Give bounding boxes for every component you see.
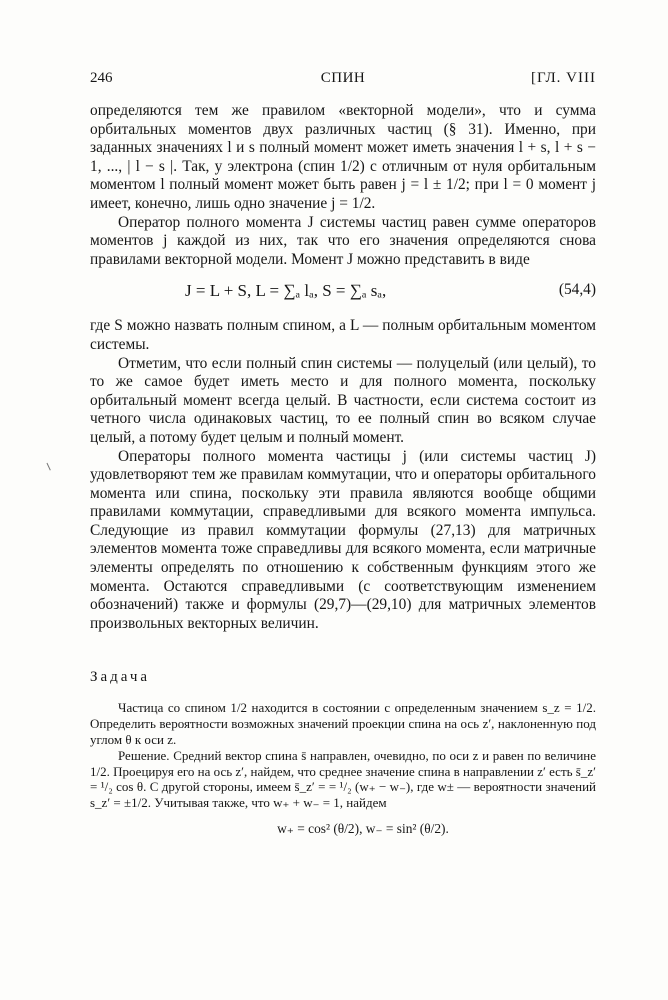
equation-formula: J = L + S, L = ∑ₐ lₐ, S = ∑ₐ sₐ, [185,281,387,301]
margin-mark [46,462,53,471]
paragraph-4: Отметим, что если полный спин системы — полуцелый (или целый), то то же самое будет иметь место и для полного момента, поскольку орбитальный момент всегда целый. В частности, если система состоит из четного числа одинаковых частиц, то ее полный спин во всяком случае целый, а потому будет целым и полный момент. [90,354,596,446]
paragraph-2: Оператор полного момента J системы частиц равен сумме операторов моментов j каждой из них, так что его значения определяются снова правилами векторной модели. Момент J можно представить в виде [90,213,596,268]
equation-number: (54,4) [558,281,596,299]
running-title: СПИН [320,70,366,86]
page-body [90,102,596,837]
equation-54-4 [90,275,596,309]
task-statement: Частица со спином 1/2 находится в состоянии с определенным значением s_z = 1/2. Определить вероятности возможных значений проекции спина на ось z′, наклоненную под углом θ к оси z. [90,700,596,748]
task-heading: Задача [90,669,151,686]
paragraph-3: где S можно назвать полным спином, а L — полным орбитальным моментом системы. [90,317,596,353]
task-result: w₊ = cos² (θ/2), w₋ = sin² (θ/2). [277,821,449,837]
paragraph-1: определяются тем же правилом «векторной модели», что и сумма орбитальных моментов двух различных частиц (§ 31). Именно, при заданных значениях l и s полный момент может иметь значения l + s, l + s − 1, ..., | l − s |. Так, у электрона (спин 1/2) с отличным от нуля орбитальным моментом l полный момент может быть равен j = l ± 1/2; при l = 0 момент j имеет, конечно, лишь одно значение j = 1/2. [90,102,596,212]
page-header [90,70,596,92]
paragraph-5: Операторы полного момента частицы j (или системы частиц J) удовлетворяют тем же правилам коммутации, что и операторы орбитального момента или спина, поскольку эти правила являются вообще общими правилами коммутации, справедливыми для всякого момента импульса. Следующие из правил коммутации формулы (27,13) для матричных элементов момента тоже справедливы для всякого момента, если матричные элементы определять по отношению к собственным функциям этого же момента. Остаются справедливыми (с соответствующим изменением обозначений) также и формулы (29,7)—(29,10) для матричных элементов произвольных векторных величин. [90,447,596,632]
page-number: 246 [90,70,113,86]
chapter-label: [ГЛ. VIII [530,70,596,86]
task-solution: Решение. Средний вектор спина s̄ направлен, очевидно, по оси z и равен по величине 1/2. Проецируя его на ось z′, найдем, что среднее значение спина в направлении z′ есть s̄_z′ = ¹/₂ cos θ. С другой стороны, имеем s̄_z′ = = ¹/₂ (w₊ − w₋), где w± — вероятности значений s_z′ = ±1/2. Учитывая также, что w₊ + w₋ = 1, найдем [90,747,596,811]
